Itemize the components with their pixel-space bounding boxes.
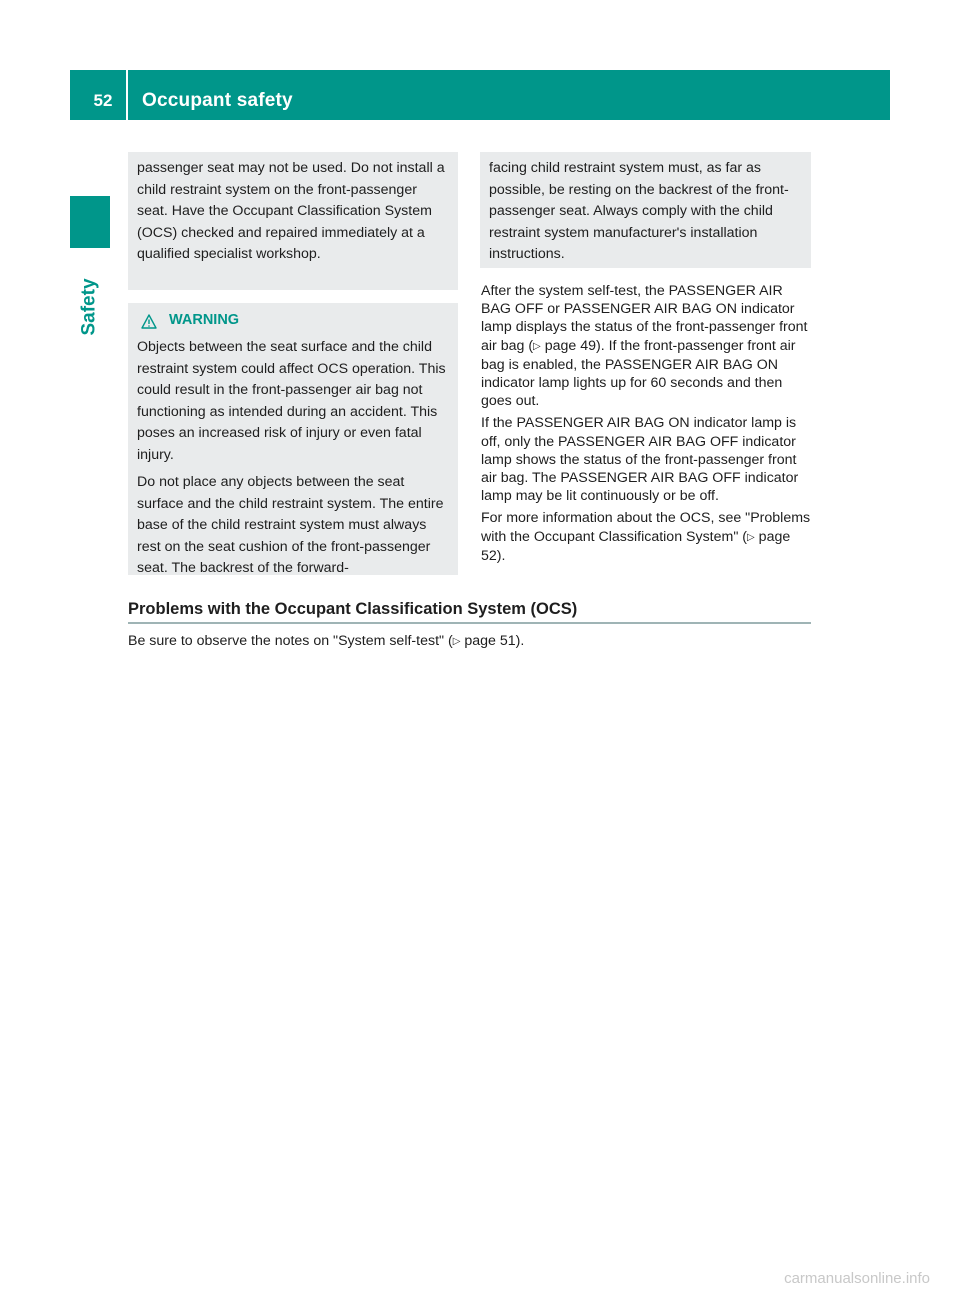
warning-header [137, 309, 449, 333]
side-tab-marker [70, 196, 110, 248]
warning-paragraph: Objects between the seat surface and the child restraint system could affect OCS operation. This could result in the front-passenger air bag not functioning as intended during an accident. This poses an increased risk of injury or even fatal injury. [137, 339, 446, 463]
more-info-paragraph: For more information about the OCS, see "Problems with the Occupant Classification System" (▷ page 52). [481, 510, 811, 564]
right-column-text [481, 282, 813, 569]
page-reference-arrow-icon: ▷ [747, 531, 755, 543]
warning-paragraph: Do not place any objects between the seat surface and the child restraint system. The entire base of the child restraint system must always rest on the seat cushion of the front-passenger seat. The backrest of the forward- [137, 474, 444, 576]
warning-box [128, 303, 458, 575]
warning-label: WARNING [169, 312, 240, 329]
continued-warning-box [480, 152, 811, 268]
page-title: Occupant safety [142, 90, 293, 111]
page-reference-arrow-icon: ▷ [533, 340, 541, 352]
page-number: 52 [93, 91, 113, 110]
page-reference-link[interactable]: page 51). [460, 633, 525, 649]
page-reference-link[interactable]: page 49). [540, 337, 609, 354]
self-test-paragraph: After the system self-test, the PASSENGER AIR BAG OFF or PASSENGER AIR BAG ON indicator lamp displays the status of the front-passenger front air bag (▷ page 49). If the front-passenger front air bag is enabled, the PASSENGER AIR BAG ON indicator lamp lights up for 60 seconds and then goes out. [481, 283, 808, 410]
watermark: carmanualsonline.info [784, 1270, 930, 1287]
section-heading: Problems with the Occupant Classification System (OCS) [128, 598, 811, 624]
indicator-lamp-paragraph: If the PASSENGER AIR BAG ON indicator lamp is off, only the PASSENGER AIR BAG OFF indicator lamp shows the status of the front-passenger front air bag. The PASSENGER AIR BAG OFF indicator lamp may be lit continuously or be off. [481, 415, 799, 505]
continued-notice-text: passenger seat may not be used. Do not install a child restraint system on the front-passenger seat. Have the Occupant Classification System (OCS) checked and repaired immediately at a qualified specialist workshop. [137, 160, 445, 262]
continued-warning-text: facing child restraint system must, as far as possible, be resting on the backrest of the front-passenger seat. Always comply with the child restraint system manufacturer's installation instructions. [489, 160, 789, 262]
continued-notice-box [128, 152, 458, 290]
header-divider [126, 70, 128, 120]
page-reference-link[interactable]: page 52). [481, 528, 791, 564]
header-bar [70, 70, 890, 120]
warning-triangle-icon [141, 314, 157, 329]
side-tab-text: Safety [79, 278, 100, 336]
page-reference-arrow-icon: ▷ [452, 636, 461, 647]
section-note: Be sure to observe the notes on "System self-test" (▷ page 51). [128, 633, 525, 649]
side-tab-label [72, 262, 108, 352]
